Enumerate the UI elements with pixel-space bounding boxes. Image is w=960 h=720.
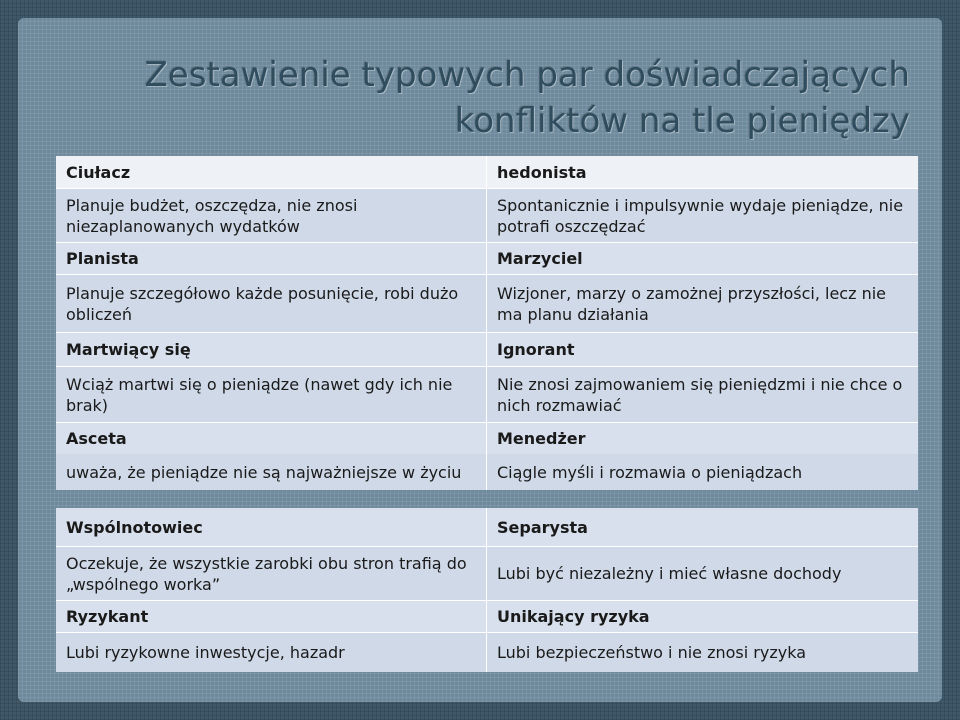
table-row [56, 546, 918, 600]
table-cell: Spontanicznie i impulsywnie wydaje pieniądze, nie potrafi oszczędzać [497, 195, 904, 236]
table-cell: Marzyciel [497, 249, 583, 268]
table-row [56, 332, 918, 366]
table-row [56, 242, 918, 274]
table-cell: Separysta [497, 517, 588, 537]
table-cell: Ciągle myśli i rozmawia o pieniądzach [497, 462, 803, 482]
table-row [56, 156, 918, 188]
table-row [56, 632, 918, 672]
title-line-1: Zestawienie typowych par doświadczających [144, 55, 910, 95]
table-cell: hedonista [497, 162, 587, 182]
table-cell: Ryzykant [56, 601, 487, 632]
table-cell: uważa, że pieniądze nie są najważniejsze w życiu [56, 454, 487, 490]
table-cell: Planista [56, 243, 487, 274]
slide-title [60, 52, 910, 144]
table-cell: Lubi bezpieczeństwo i nie znosi ryzyka [497, 643, 806, 662]
table-cell: Ciułacz [56, 156, 487, 188]
table-cell: Planuje szczegółowo każde posunięcie, robi dużo obliczeń [56, 275, 487, 332]
table-cell: Asceta [56, 423, 487, 454]
comparison-table [56, 156, 918, 672]
table-row [56, 366, 918, 422]
table-cell: Unikający ryzyka [497, 607, 650, 626]
table-cell: Wizjoner, marzy o zamożnej przyszłości, lecz nie ma planu działania [497, 283, 886, 324]
table-cell: Ignorant [497, 340, 575, 359]
title-line-2: konfliktów na tle pieniędzy [454, 101, 910, 141]
table-cell: Wciąż martwi się o pieniądze (nawet gdy ich nie brak) [56, 367, 487, 422]
table-cell: Lubi być niezależny i mieć własne dochody [497, 564, 842, 583]
table-row [56, 454, 918, 490]
table-cell: Wspólnotowiec [56, 508, 487, 546]
table-cell: Lubi ryzykowne inwestycje, hazadr [56, 633, 487, 672]
table-cell: Martwiący się [56, 333, 487, 366]
table-row [56, 508, 918, 546]
table-row [56, 422, 918, 454]
table-row [56, 600, 918, 632]
table-cell: Planuje budżet, oszczędza, nie znosi niezaplanowanych wydatków [56, 189, 487, 242]
table-row [56, 188, 918, 242]
table-cell: Nie znosi zajmowaniem się pieniędzmi i nie chce o nich rozmawiać [497, 374, 903, 415]
table-row [56, 274, 918, 332]
table-cell: Menedżer [497, 429, 586, 448]
table-cell: Oczekuje, że wszystkie zarobki obu stron trafią do „wspólnego worka” [56, 547, 487, 600]
